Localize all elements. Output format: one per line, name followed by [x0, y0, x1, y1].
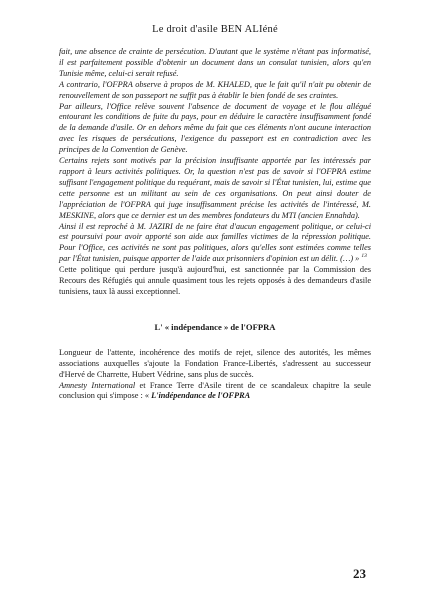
running-header: Le droit d'asile BEN ALIéné	[152, 24, 278, 35]
quote-paragraph-5	[59, 222, 371, 266]
page-content	[59, 47, 371, 402]
page-number: 23	[353, 566, 366, 581]
quote-paragraph-2: A contrario, l'OFPRA observe à propos de M. KHALED, que le fait qu'il n'ait pu obtenir de renouvellement de son passeport ne suffit pas à établir le bien fondé de ses craintes.	[59, 79, 371, 100]
quote-paragraph-1: fait, une absence de crainte de persécution. D'autant que le système n'étant pas informatisé, il est parfaitement possible d'obtenir un document dans un consulat tunisien, alors qu'en Tunisie même, celui-ci serait refusé.	[59, 47, 371, 78]
body-paragraph-2: Longueur de l'attente, incohérence des motifs de rejet, silence des autorités, les mêmes associations auxquelles s'ajoute la Fondation France-Libertés, s'adressent au successeur d'Hervé de Charrette, Hubert Védrine, sans plus de succès.	[59, 347, 371, 379]
footnote-reference[interactable]: 13	[361, 253, 367, 260]
section-heading: L' « indépendance » de l'OFPRA	[154, 321, 276, 332]
body-paragraph-1: Cette politique qui perdure jusqu'à aujourd'hui, est sanctionnée par la Commission des Recours des Réfugiés qui annule quasiment tous les rejets opposés à des demandeurs d'asile tunisiens, taux là aussi exceptionnel.	[59, 265, 371, 296]
block-quote	[59, 47, 371, 265]
body-paragraph-3-text: et France Terre d'Asile tirent de ce scandaleux chapitre la seule conclusion qui s'impose : «	[59, 380, 371, 401]
quote-paragraph-4: Certains rejets sont motivés par la précision insuffisante apportée par les intéressés par rapport à leurs activités politiques. Or, la question n'est pas de savoir si l'OFPRA estime suffisant l'engagement politique du requérant, mais de savoir si l'État tunisien, lui, estime que cette personne est un militant au sein de ces organisations. On peut ainsi douter de l'appréciation de l'OFPRA qui juge insuffisamment précise les activités de l'intéressé, M. MESKINE, alors que ce dernier est un des membres fondateurs du MTI (ancien Ennahda).	[59, 156, 371, 220]
body-paragraph-3	[59, 381, 371, 403]
organization-name: Amnesty International	[59, 380, 136, 390]
quoted-title: L'indépendance de l'OFPRA	[151, 391, 251, 401]
body-text	[59, 265, 371, 402]
quote-paragraph-3: Par ailleurs, l'Office relève souvent l'absence de document de voyage et le flou allégué entourant les conditions de fuite du pays, pour en déduire le caractère insuffisamment fondé de la demande d'asile. Or en dehors même du fait que ces éléments n'ont aucune interaction avec les risques de persécutions, l'exigence du passeport est en contradiction avec les principes de la Convention de Genève.	[59, 101, 371, 155]
quote-paragraph-5-text: Ainsi il est reproché à M. JAZIRI de ne faire état d'aucun engagement politique, or celui-ci est poursuivi pour avoir apporté son aide aux familles victimes de la répression politique. Pour l'Office, ces activités ne sont pas politiques, alors qu'elles sont estimées comme telles par l'État tunisien, puisque apporter de l'aide aux prisonniers d'opinion est un délit. (…) »	[59, 221, 371, 264]
